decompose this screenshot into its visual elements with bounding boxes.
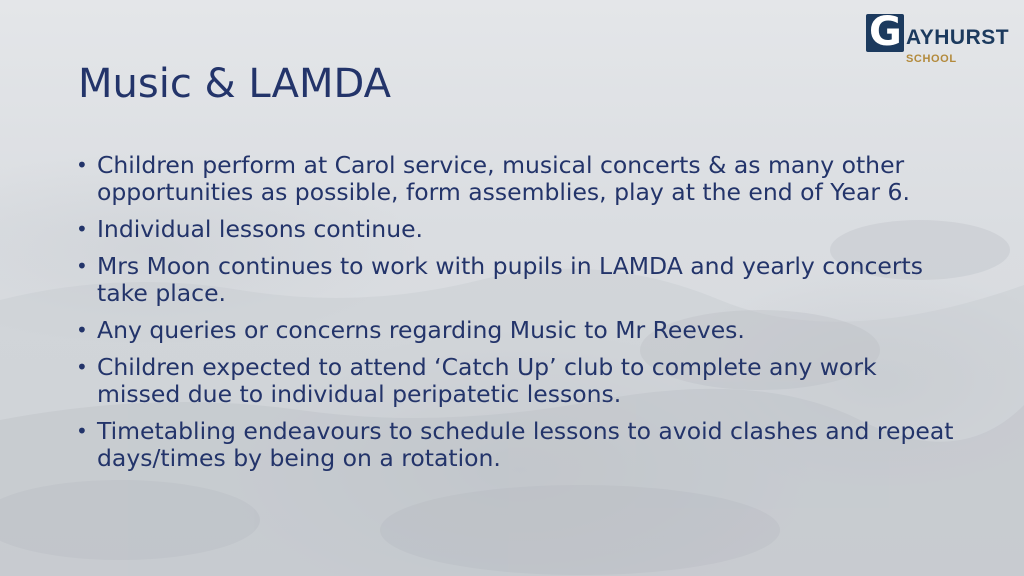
bullet-dot-icon: • bbox=[76, 217, 88, 241]
bullet-text: Any queries or concerns regarding Music to Mr Reeves. bbox=[97, 316, 745, 344]
bullet-dot-icon: • bbox=[76, 318, 88, 342]
bullet-item bbox=[74, 253, 954, 307]
bullet-dot-icon: • bbox=[76, 355, 88, 379]
logo-mark bbox=[866, 9, 904, 55]
bullet-dot-icon: • bbox=[76, 254, 88, 278]
bullet-item bbox=[74, 354, 954, 408]
bullet-item bbox=[74, 418, 954, 472]
bullet-text: Children perform at Carol service, musical concerts & as many other opportunities as possible, form assemblies, play at the end of Year 6. bbox=[97, 151, 910, 206]
school-logo bbox=[866, 9, 1010, 68]
bullet-text: Individual lessons continue. bbox=[97, 215, 424, 243]
bullet-dot-icon: • bbox=[76, 419, 88, 443]
slide-title: Music & LAMDA bbox=[78, 61, 391, 107]
logo-mark-letter: G bbox=[869, 9, 902, 55]
bullet-text: Children expected to attend ‘Catch Up’ club to complete any work missed due to individual peripatetic lessons. bbox=[97, 353, 877, 408]
bullet-item bbox=[74, 216, 954, 243]
bullet-dot-icon: • bbox=[76, 153, 88, 177]
logo-subtitle: SCHOOL bbox=[906, 53, 957, 65]
bullet-item bbox=[74, 317, 954, 344]
bullet-text: Timetabling endeavours to schedule lessons to avoid clashes and repeat days/times by being on a rotation. bbox=[97, 417, 954, 472]
bullet-item bbox=[74, 152, 954, 206]
bullet-list bbox=[74, 152, 954, 482]
logo-wordmark: AYHURST bbox=[906, 26, 1010, 49]
bullet-text: Mrs Moon continues to work with pupils in LAMDA and yearly concerts take place. bbox=[97, 252, 923, 307]
